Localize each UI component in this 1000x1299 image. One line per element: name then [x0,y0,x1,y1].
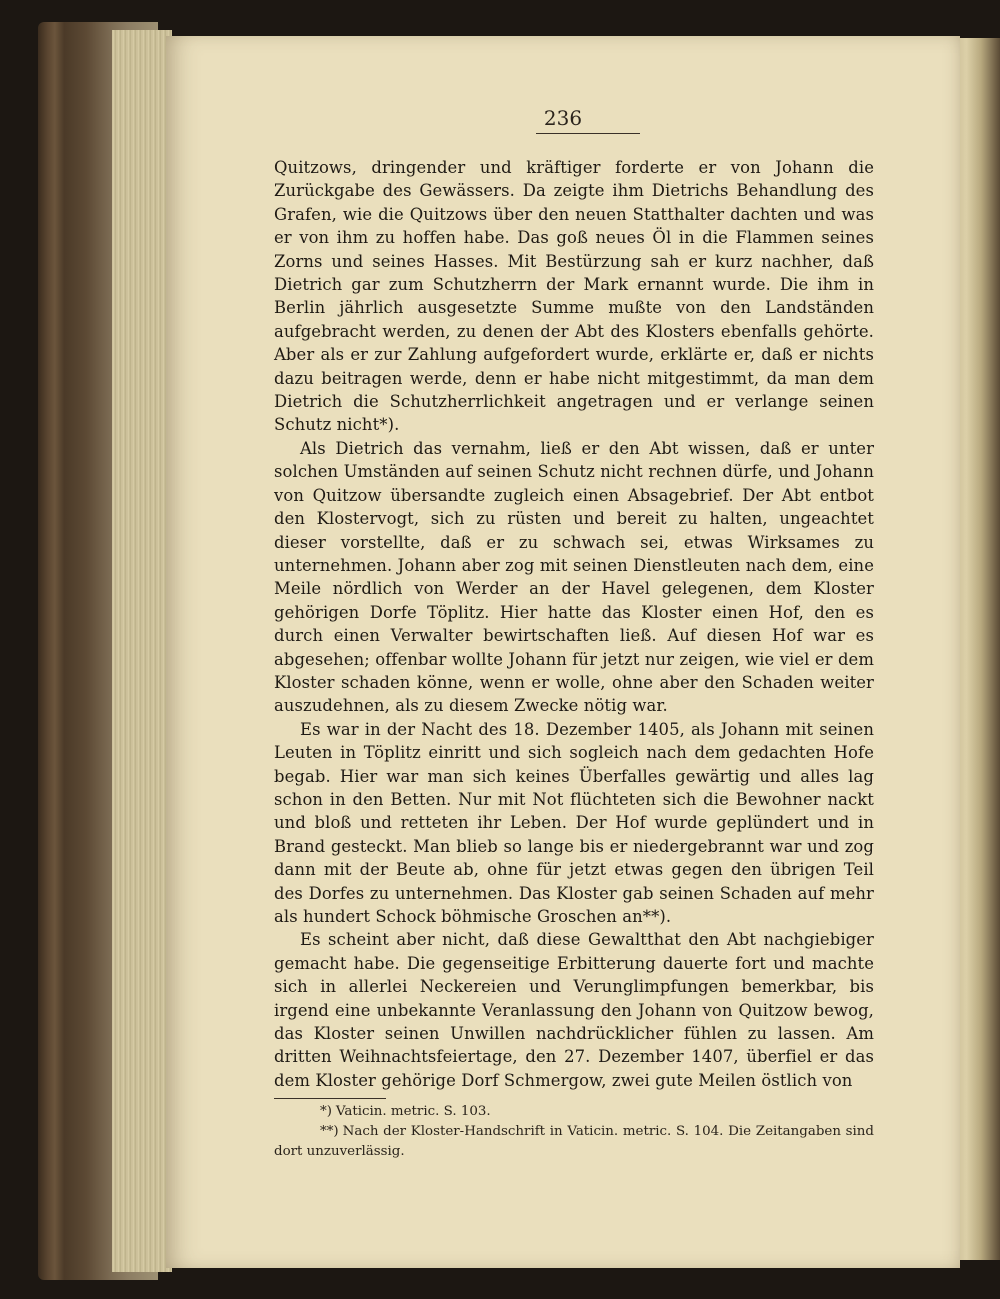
page-number: 236 [543,106,583,130]
page-number-rule [536,133,640,134]
paragraph-2: Als Dietrich das vernahm, ließ er den Abt wissen, daß er unter solchen Umständen auf seinen Schutz nicht rechnen dürfe, und Johann von Quitzow übersandte zugleich einen Absagebrief. Der Abt entbot den Klostervogt, sich zu rüsten und bereit zu halten, ungeachtet dieser vorstellte, daß er zu schwach sei, etwas Wirksames zu unternehmen. Johann aber zog mit seinen Dienstleuten nach dem, eine Meile nördlich von Werder an der Havel gelegenen, dem Kloster gehörigen Dorfe Töplitz. Hier hatte das Kloster einen Hof, den es durch einen Verwalter bewirtschaften ließ. Auf diesen Hof war es abgesehen; offenbar wollte Johann für jetzt nur zeigen, wie viel er dem Kloster schaden könne, wenn er wolle, ohne aber den Schaden weiter auszudehnen, als zu diesem Zwecke nötig war. [274,438,874,716]
footnote-text: Vaticin. metric. S. 103. [335,1104,491,1119]
body-text [274,156,874,1092]
footnote-text: Nach der Kloster-Handschrift in Vaticin. metric. S. 104. Die Zeitangaben sind dort unzuverlässig. [274,1124,874,1159]
footnote-rule [274,1098,386,1099]
page-stack-edges [112,30,172,1272]
paragraph-3: Es war in der Nacht des 18. Dezember 1405, als Johann mit seinen Leuten in Töplitz einritt und sich sogleich nach dem gedachten Hofe begab. Hier war man sich keines Überfalles gewärtig und alles lag schon in den Betten. Nur mit Not flüchteten sich die Bewohner nackt und bloß und retteten ihr Leben. Der Hof wurde geplündert und in Brand gesteckt. Man blieb so lange bis er niedergebrannt war und zog dann mit der Beute ab, ohne für jetzt etwas gegen den übrigen Teil des Dorfes zu unternehmen. Das Kloster gab seinen Schaden auf mehr als hundert Schock böhmische Groschen an**). [274,719,874,926]
footnote-1 [274,1102,874,1122]
footnote-marker: **) [320,1124,339,1139]
footnote-2 [274,1122,874,1162]
paragraph-4: Es scheint aber nicht, daß diese Gewaltthat den Abt nachgiebiger gemacht habe. Die gegenseitige Erbitterung dauerte fort und machte sich in allerlei Neckereien und Verunglimpfungen bemerkbar, bis irgend eine unbekannte Veranlassung den Johann von Quitzow bewog, das Kloster seinen Unwillen nachdrücklicher fühlen zu lassen. Am dritten Weihnachtsfeiertage, den 27. Dezember 1407, überfiel er das dem Kloster gehörige Dorf Schmergow, zwei gute Meilen östlich von [274,930,874,1090]
footnotes [274,1102,874,1162]
footnote-marker: *) [320,1104,332,1119]
paragraph-1: Quitzows, dringender und kräftiger forderte er von Johann die Zurückgabe des Gewässers. Da zeigte ihm Dietrichs Behandlung des Grafen, wie die Quitzows über den neuen Statthalter dachten und was er von ihm zu hoffen habe. Das goß neues Öl in die Flammen seines Zorns und seines Hasses. Mit Bestürzung sah er kurz nachher, daß Dietrich gar zum Schutzherrn der Mark ernannt wurde. Die ihm in Berlin jährlich ausgesetzte Summe mußte von den Landständen aufgebracht werden, zu denen der Abt des Klosters ebenfalls gehörte. Aber als er zur Zahlung aufgefordert wurde, erklärte er, daß er nichts dazu beitragen werde, denn er habe nicht mitgestimmt, da man dem Dietrich die Schutzherrlichkeit angetragen und er verlange seinen Schutz nicht*). [274,158,874,435]
book-page [166,36,960,1268]
